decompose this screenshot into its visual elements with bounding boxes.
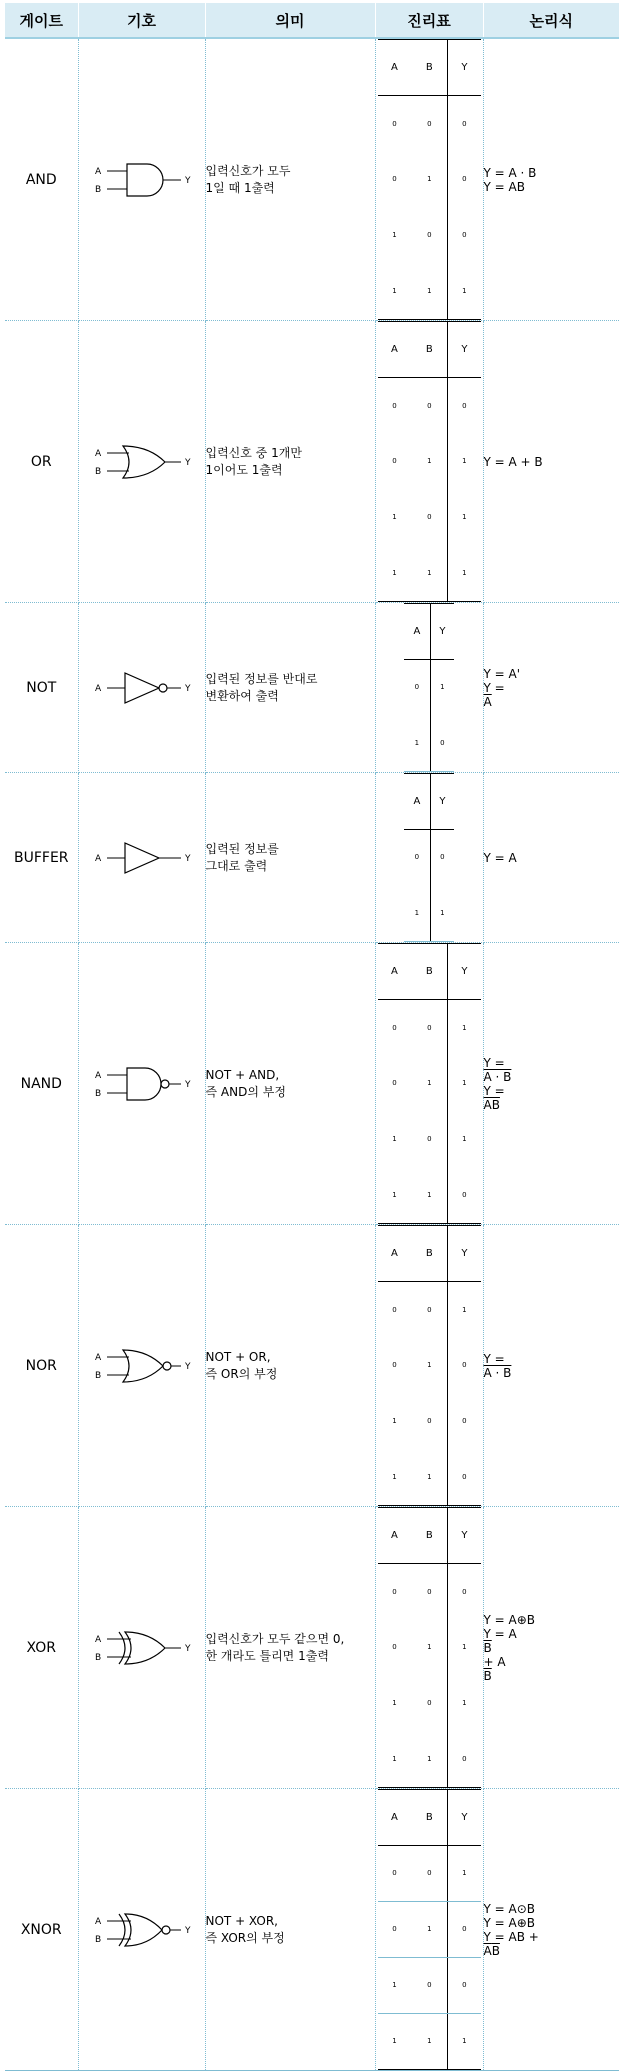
svg-text:Y: Y bbox=[184, 175, 190, 186]
logic-expression: Y = A · B Y = $\overline{AB}$ bbox=[483, 943, 619, 1225]
svg-text:Y: Y bbox=[184, 683, 190, 694]
xnor-gate-icon bbox=[87, 1910, 197, 1950]
svg-text:A: A bbox=[94, 1634, 101, 1645]
xnor-gate-symbol bbox=[78, 1789, 205, 2071]
not-gate-icon bbox=[87, 668, 197, 708]
svg-text:A: A bbox=[94, 1070, 101, 1081]
xor-gate-icon bbox=[87, 1628, 197, 1668]
svg-text:B: B bbox=[94, 1088, 101, 1099]
svg-text:A: A bbox=[94, 683, 101, 694]
xor-gate-symbol bbox=[78, 1507, 205, 1789]
svg-text:B: B bbox=[94, 184, 101, 195]
svg-text:B: B bbox=[94, 1934, 101, 1945]
svg-text:Y: Y bbox=[184, 1361, 190, 1372]
svg-text:B: B bbox=[94, 1370, 101, 1381]
logic-expression: Y = A · B bbox=[483, 1225, 619, 1507]
logic-expression: Y = A⊕B Y = A $\overline{B}$ + A $\overline{B}$ bbox=[483, 1507, 619, 1789]
gate-meaning: 입력신호가 모두 같으면 0, 한 개라도 틀리면 1출력 bbox=[205, 1507, 375, 1789]
header-truth-table: 진리표 bbox=[375, 3, 483, 38]
table-row bbox=[5, 603, 619, 773]
gate-meaning: 입력된 정보를 그대로 출력 bbox=[205, 773, 375, 943]
svg-text:Y: Y bbox=[184, 853, 190, 864]
gate-name: AND bbox=[5, 38, 78, 321]
truth-table: A B Y 0 0 0 0 1 0 1 0 0 1 1 1 bbox=[375, 38, 483, 321]
svg-text:B: B bbox=[94, 466, 101, 477]
logic-expression: Y = A⊙B Y = A⊕B Y = AB + $\overline{A}\overline{B}$ bbox=[483, 1789, 619, 2071]
buffer-gate-icon bbox=[87, 838, 197, 878]
nor-gate-icon bbox=[87, 1346, 197, 1386]
table-row bbox=[5, 943, 619, 1225]
truth-table: A B Y 0 0 0 0 1 1 1 0 1 1 1 1 bbox=[375, 321, 483, 603]
svg-text:Y: Y bbox=[184, 1925, 190, 1936]
svg-text:Y: Y bbox=[184, 1079, 190, 1090]
truth-table: A B Y 0 0 1 0 1 0 1 0 0 1 1 0 bbox=[375, 1225, 483, 1507]
and-gate-icon bbox=[87, 160, 197, 200]
nand-gate-symbol bbox=[78, 943, 205, 1225]
logic-expression: Y = A' Y = $\overline{A}$ bbox=[483, 603, 619, 773]
buffer-gate-symbol bbox=[78, 773, 205, 943]
svg-text:Y: Y bbox=[184, 457, 190, 468]
truth-table: A B Y 0 0 1 0 1 1 1 0 1 1 1 0 bbox=[375, 943, 483, 1225]
table-row bbox=[5, 1789, 619, 2071]
nor-gate-symbol bbox=[78, 1225, 205, 1507]
gate-name: XOR bbox=[5, 1507, 78, 1789]
header-symbol: 기호 bbox=[78, 3, 205, 38]
table-row bbox=[5, 1507, 619, 1789]
nand-gate-icon bbox=[87, 1064, 197, 1104]
svg-text:Y: Y bbox=[184, 1643, 190, 1654]
and-gate-symbol bbox=[78, 38, 205, 321]
gate-meaning: NOT + OR, 즉 OR의 부정 bbox=[205, 1225, 375, 1507]
svg-text:B: B bbox=[94, 1652, 101, 1663]
header-row bbox=[5, 3, 619, 38]
table-row bbox=[5, 1225, 619, 1507]
gate-name: NAND bbox=[5, 943, 78, 1225]
or-gate-icon bbox=[87, 442, 197, 482]
or-gate-symbol bbox=[78, 321, 205, 603]
gate-meaning: 입력된 정보를 반대로 변환하여 출력 bbox=[205, 603, 375, 773]
table-row bbox=[5, 321, 619, 603]
truth-table: A Y 0 1 1 0 bbox=[375, 603, 483, 773]
table-row bbox=[5, 773, 619, 943]
gate-name: NOR bbox=[5, 1225, 78, 1507]
logic-expression: Y = A bbox=[483, 773, 619, 943]
svg-text:A: A bbox=[94, 448, 101, 459]
gate-name: XNOR bbox=[5, 1789, 78, 2071]
svg-text:A: A bbox=[94, 1352, 101, 1363]
gate-name: BUFFER bbox=[5, 773, 78, 943]
gate-meaning: 입력신호가 모두 1일 때 1출력 bbox=[205, 38, 375, 321]
logic-expression: Y = A + B bbox=[483, 321, 619, 603]
gate-name: OR bbox=[5, 321, 78, 603]
gate-meaning: 입력신호 중 1개만 1이어도 1출력 bbox=[205, 321, 375, 603]
gate-name: NOT bbox=[5, 603, 78, 773]
gate-meaning: NOT + AND, 즉 AND의 부정 bbox=[205, 943, 375, 1225]
header-logic: 논리식 bbox=[483, 3, 619, 38]
logic-gates-table bbox=[5, 3, 619, 2071]
svg-text:A: A bbox=[94, 1916, 101, 1927]
truth-table: A Y 0 0 1 1 bbox=[375, 773, 483, 943]
not-gate-symbol bbox=[78, 603, 205, 773]
table-row bbox=[5, 38, 619, 321]
header-meaning: 의미 bbox=[205, 3, 375, 38]
gate-meaning: NOT + XOR, 즉 XOR의 부정 bbox=[205, 1789, 375, 2071]
svg-text:A: A bbox=[94, 166, 101, 177]
logic-expression: Y = A · B Y = AB bbox=[483, 38, 619, 321]
truth-table: A B Y 0 0 0 0 1 1 1 0 1 1 1 0 bbox=[375, 1507, 483, 1789]
truth-table: A B Y 0 0 1 0 1 0 1 0 0 1 1 1 bbox=[375, 1789, 483, 2071]
svg-text:A: A bbox=[94, 853, 101, 864]
header-gate: 게이트 bbox=[5, 3, 78, 38]
